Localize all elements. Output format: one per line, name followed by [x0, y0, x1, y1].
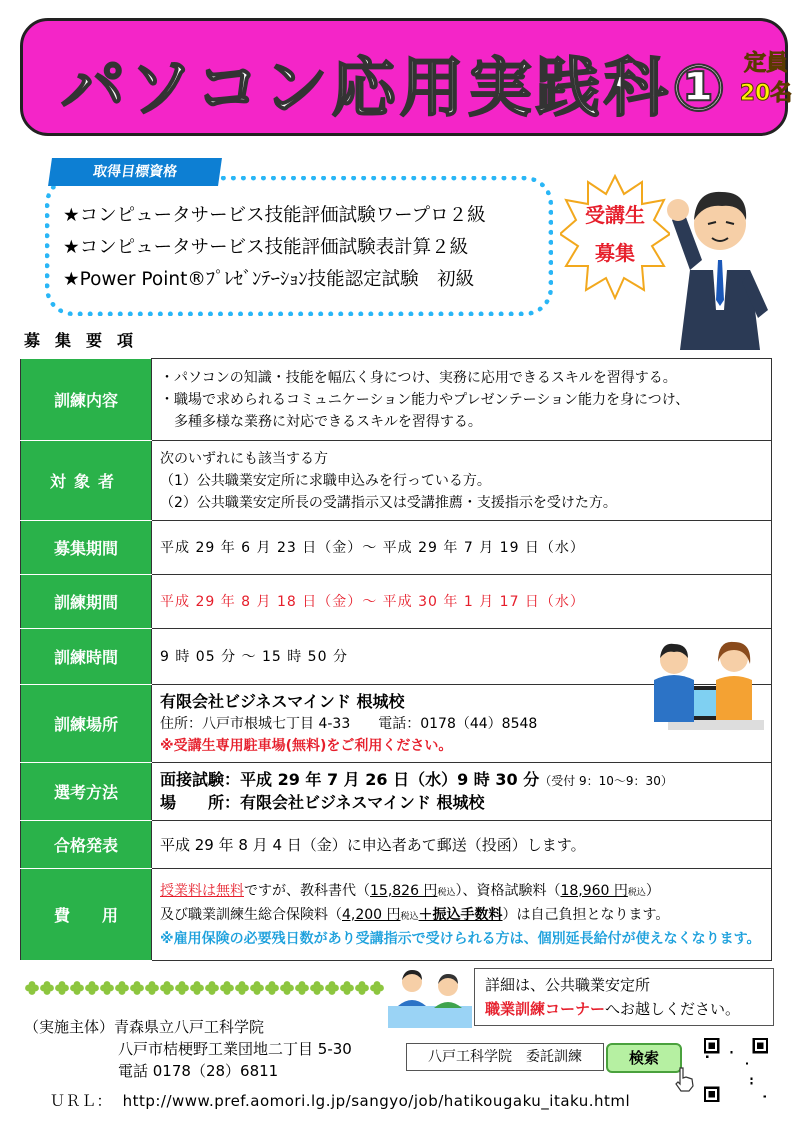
inquiry-box — [474, 968, 774, 1026]
organizer-address: 八戸市桔梗野工業団地二丁目 5-30 — [118, 1040, 352, 1058]
tax-note: 税込 — [400, 911, 419, 922]
row-label: 費 用 — [21, 869, 152, 961]
exam-fee: 18,960 円 — [560, 882, 628, 899]
target-line: （2）公共職業安定所長の受講指示又は受講推薦・支援指示を受けた方。 — [160, 494, 617, 511]
content-line: ・職場で求められるコミュニケーション能力やプレゼンテーション能力を身につけ、 — [160, 391, 690, 408]
certification-item: ★コンピュータサービス技能評価試験ワープロ２級 — [63, 205, 486, 226]
capacity-badge — [729, 49, 800, 109]
cost-text: 及び職業訓練生総合保険料（ — [160, 906, 342, 923]
row-label: 選考方法 — [21, 763, 152, 821]
clover-icon — [55, 981, 69, 995]
clover-icon — [175, 981, 189, 995]
row-label: 訓練内容 — [21, 359, 152, 441]
clover-icon — [25, 981, 39, 995]
clover-decoration — [24, 976, 386, 1000]
insurance-fee: 4,200 円 — [342, 906, 401, 923]
table-row — [21, 763, 772, 821]
certification-item: ★コンピュータサービス技能評価試験表計算２級 — [63, 237, 469, 258]
row-label: 訓練期間 — [21, 575, 152, 629]
organizer-info — [24, 1016, 352, 1082]
qr-code[interactable] — [704, 1038, 768, 1102]
certification-tag: 取得目標資格 — [48, 158, 222, 186]
clover-icon — [325, 981, 339, 995]
row-label: 訓練時間 — [21, 629, 152, 685]
cost-note: ※雇用保険の必要残日数があり受講指示で受けられる方は、個別延長給付が使えなくなります。 — [160, 930, 761, 947]
recruit-badge-line1: 受講生 — [585, 203, 645, 227]
place-parking-note: ※受講生専用駐車場(無料)をご利用ください。 — [160, 737, 453, 754]
counter-illustration — [388, 962, 472, 1028]
clover-icon — [70, 981, 84, 995]
table-row — [21, 575, 772, 629]
tuition-free: 授業料は無料 — [160, 882, 244, 899]
table-row — [21, 521, 772, 575]
place-name: 有限会社ビジネスマインド 根城校 — [160, 691, 405, 711]
inquiry-line: 詳細は、公共職業安定所 — [485, 976, 651, 994]
row-label: 合格発表 — [21, 821, 152, 869]
clover-icon — [235, 981, 249, 995]
url-link[interactable]: http://www.pref.aomori.lg.jp/sangyo/job/hatikougaku_itaku.html — [122, 1092, 631, 1110]
certification-item: ★Power Point®ﾌﾟﾚｾﾞﾝﾃｰｼｮﾝ技能認定試験 初級 — [63, 269, 475, 290]
capacity-label: 定員 — [743, 51, 788, 76]
clover-icon — [190, 981, 204, 995]
table-row — [21, 359, 772, 441]
selection-venue: 場 所：有限会社ビジネスマインド 根城校 — [160, 793, 485, 812]
clover-icon — [310, 981, 324, 995]
training-time: 9 時 05 分 ～ 15 時 50 分 — [152, 629, 772, 685]
clover-icon — [340, 981, 354, 995]
row-value — [152, 441, 772, 521]
organizer-label: （実施主体） — [24, 1018, 115, 1036]
cost-text: ですが、教科書代（ — [244, 882, 370, 899]
inquiry-line — [485, 997, 763, 1021]
clover-icon — [250, 981, 264, 995]
cost-line — [160, 880, 763, 904]
businessman-illustration — [650, 160, 790, 350]
recruit-badge-line2: 募集 — [595, 241, 635, 265]
organizer-phone: 電話 0178（28）6811 — [118, 1062, 279, 1080]
search-button[interactable]: 検索 — [606, 1043, 682, 1073]
table-row — [21, 441, 772, 521]
row-label: 募集期間 — [21, 521, 152, 575]
content-line: 多種多様な業務に対応できるスキルを習得する。 — [174, 413, 482, 430]
row-value — [152, 763, 772, 821]
clover-icon — [115, 981, 129, 995]
row-value — [152, 869, 772, 961]
staff-illustration — [648, 630, 766, 734]
table-row — [21, 869, 772, 961]
clover-icon — [40, 981, 54, 995]
clover-icon — [130, 981, 144, 995]
recruit-period: 平成 29 年 6 月 23 日（金）～ 平成 29 年 7 月 19 日（水） — [152, 521, 772, 575]
training-period: 平成 29 年 8 月 18 日（金）～ 平成 30 年 1 月 17 日（水） — [152, 575, 772, 629]
target-line: （1）公共職業安定所に求職申込みを行っている方。 — [160, 472, 491, 489]
result-announcement: 平成 29 年 8 月 4 日（金）に申込者あて郵送（投函）します。 — [152, 821, 772, 869]
selection-exam-line — [160, 769, 763, 792]
organizer-name: 青森県立八戸工科学院 — [114, 1018, 265, 1036]
tax-note: 税込 — [437, 887, 456, 898]
search-keyword: 八戸工科学院 委託訓練 — [406, 1043, 604, 1071]
place-address: 住所：八戸市根城七丁目 4-33 電話：0178（44）8548 — [160, 715, 538, 732]
capacity-value: 20名 — [739, 81, 793, 106]
page-title: パソコン応用実践科① — [61, 52, 730, 126]
clover-icon — [280, 981, 294, 995]
certification-list — [63, 200, 543, 296]
url-line — [50, 1090, 630, 1111]
selection-exam: 面接試験：平成 29 年 7 月 26 日（水）9 時 30 分 — [160, 770, 540, 789]
section-title: 募集要項 — [24, 331, 149, 350]
clover-icon — [295, 981, 309, 995]
clover-icon — [100, 981, 114, 995]
cost-text: ）は自己負担となります。 — [502, 906, 670, 923]
clover-icon — [145, 981, 159, 995]
pointer-hand-icon — [672, 1066, 696, 1092]
cost-text: ） — [645, 882, 660, 899]
clover-icon — [220, 981, 234, 995]
textbook-fee: 15,826 円 — [370, 882, 438, 899]
inquiry-corner: 職業訓練コーナー — [485, 1000, 606, 1018]
clover-icon — [160, 981, 174, 995]
clover-icon — [355, 981, 369, 995]
tax-note: 税込 — [627, 887, 646, 898]
transfer-fee: ＋振込手数料 — [418, 906, 503, 923]
inquiry-rest: へお越しください。 — [605, 1000, 741, 1018]
selection-reception: （受付 9：10～9：30） — [539, 774, 673, 788]
target-line: 次のいずれにも該当する方 — [160, 450, 328, 467]
cost-text: ）、資格試験料（ — [455, 882, 561, 899]
url-label: ＵＲＬ： — [50, 1092, 113, 1110]
row-value — [152, 359, 772, 441]
organizer-line — [24, 1016, 352, 1038]
table-row — [21, 821, 772, 869]
clover-icon — [85, 981, 99, 995]
cost-line — [160, 904, 763, 928]
title-banner — [20, 18, 793, 136]
row-label: 訓練場所 — [21, 685, 152, 763]
clover-icon — [265, 981, 279, 995]
row-label: 対象者 — [21, 441, 152, 521]
clover-icon — [370, 981, 384, 995]
clover-icon — [205, 981, 219, 995]
content-line: ・パソコンの知識・技能を幅広く身につけ、実務に応用できるスキルを習得する。 — [160, 369, 677, 386]
